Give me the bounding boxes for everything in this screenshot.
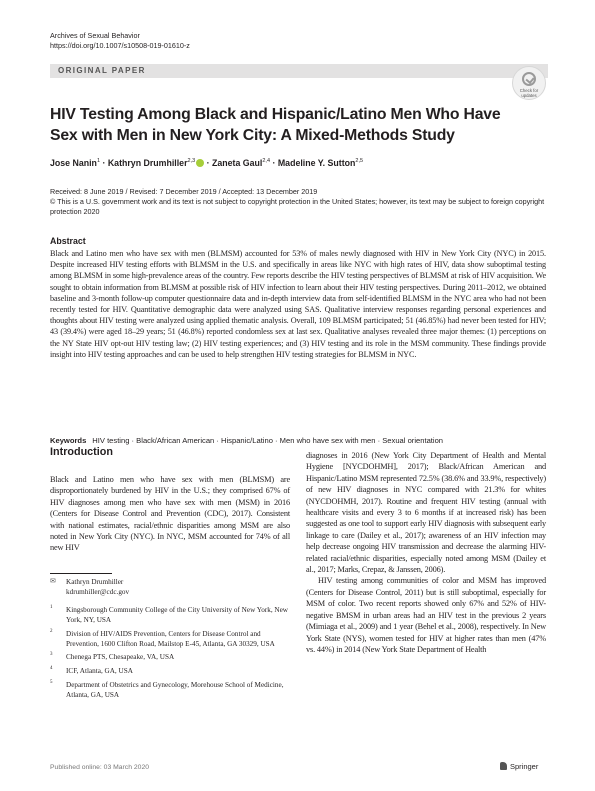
- journal-header: [50, 31, 190, 51]
- author-separator: ·: [100, 158, 108, 168]
- corresponding-email[interactable]: kdrumhiller@cdc.gov: [66, 588, 130, 596]
- article-type-label: ORIGINAL PAPER: [58, 66, 146, 75]
- check-updates-line2: updates: [521, 92, 537, 98]
- published-date: Published online: 03 March 2020: [50, 764, 149, 771]
- affiliation-text: ICF, Atlanta, GA, USA: [66, 667, 133, 676]
- author-affil-ref: 2,5: [355, 158, 364, 164]
- footnote-divider: [50, 573, 112, 574]
- abstract-text: Black and Latino men who have sex with men (BLMSM) accounted for 53% of males newly diagnosed with HIV in New York City (NYC) in 2015. Despite increased HIV testing efforts with BLMSM in the U.S. and specifically in areas like NYC with high rates of HIV, data show suboptimal testing among BLMSM in some high-prevalence areas of the country. Few reports describe the HIV testing perspectives of BLMSM at risk of HIV acquisition. We sought to obtain information from BLMSM at possible risk of HIV infection to learn about their HIV testing perspectives. During 2011–2012, we obtained baseline and 3-month follow-up computer questionnaire data and in-depth interview data from self-identified BLMSM in the NYC area who had not been recently tested for HIV. Quantitative demographic data were analyzed using SAS. Qualitative interview responses regarding personal experiences and thoughts about HIV testing were analyzed using applied thematic analysis. Overall, 109 BLMSM participated; 51 (46.85%) had never been tested for HIV; 43 (39.4%) were aged 18–29 years; 51 (46.8%) reported condomless sex at last sex. Qualitative analyses revealed three major themes: (1) perceptions on the NY State HIV opt-out HIV testing law; (2) HIV testing experiences; and (3) HIV testing and its role in the MSM community. These findings provide insight into HIV testing approaches and can be used to help strengthen HIV testing strategies for BLMSM in NYC.: [50, 249, 546, 359]
- corresponding-name: Kathryn Drumhiller: [66, 578, 124, 586]
- check-for-updates-button[interactable]: [512, 66, 546, 100]
- affiliation-number: 3: [50, 652, 53, 658]
- affiliation-item: [50, 605, 290, 625]
- journal-name: Archives of Sexual Behavior: [50, 31, 140, 40]
- publisher-name: Springer: [510, 762, 539, 771]
- affiliation-item: [50, 652, 290, 662]
- affiliation-item: [50, 629, 290, 649]
- affiliation-text: Kingsborough Community College of the City University of New York, New York, NY, USA: [66, 606, 289, 624]
- author-affil-ref: 2,3: [187, 158, 196, 164]
- keywords-label: Keywords: [50, 436, 87, 445]
- author-affil-ref: 2,4: [262, 158, 271, 164]
- affiliation-number: 5: [50, 679, 53, 685]
- affiliation-item: [50, 666, 290, 676]
- copyright-notice: © This is a U.S. government work and its text is not subject to copyright protection in the United States; however, its text may be subject to foreign copyright protection 2020: [50, 197, 545, 217]
- received-dates: Received: 8 June 2019 / Revised: 7 December 2019 / Accepted: 13 December 2019: [50, 187, 318, 196]
- affiliation-text: Division of HIV/AIDS Prevention, Centers for Disease Control and Prevention, 1600 Clifton Road, Mailstop E-45, Atlanta, GA 30329, USA: [66, 629, 275, 648]
- check-updates-line1: Check for: [519, 88, 539, 93]
- springer-horse-icon: [500, 762, 507, 770]
- check-update-icon: [522, 72, 536, 86]
- keywords: [50, 436, 550, 446]
- orcid-icon[interactable]: [196, 159, 204, 167]
- affiliation-text: Chenega PTS, Chesapeake, VA, USA: [66, 653, 175, 662]
- article-history: [50, 187, 550, 218]
- affiliation-number: 4: [50, 666, 53, 672]
- affiliation-number: 2: [50, 628, 53, 634]
- author-name[interactable]: Kathryn Drumhiller: [107, 158, 188, 168]
- doi-link[interactable]: https://doi.org/10.1007/s10508-019-01610-z: [50, 41, 190, 50]
- intro-column-2: [306, 450, 546, 655]
- author-affil-ref: 1: [96, 158, 100, 164]
- keywords-list: HIV testing · Black/African American · Hispanic/Latino · Men who have sex with men · Sexual orientation: [92, 436, 444, 445]
- affiliations: [50, 605, 290, 703]
- intro-paragraph: HIV testing among communities of color and MSM has improved (Centers for Disease Control, 2011) but is still suboptimal, especially for MSM of color. Two recent reports showed only 67% and 52% of HIV-negative BMSM in urban areas had an HIV test in the previous 2 years (Mimiaga et al., 2009) and 1 year (Behel et al., 2008), respectively. In New York State (NYS), women tested for HIV at higher rates than men (47% vs. 44%) in 2014 (New York State Department of Health: [306, 576, 546, 654]
- envelope-icon: ✉: [50, 578, 56, 585]
- affiliation-text: Department of Obstetrics and Gynecology, Morehouse School of Medicine, Atlanta, GA, USA: [66, 680, 284, 699]
- intro-column-1: Black and Latino men who have sex with men (BLMSM) are disproportionately burdened by HIV in the U.S.; they comprised 67% of HIV diagnoses among men who have sex with men (MSM) in 2016 (Centers for Disease Control and Prevention (CDC), 2017). Consistent with national estimates, racial/ethnic disparities among MSM are also noted in New York City (NYC). In NYC, MSM accounted for 74% of all new HIV: [50, 475, 290, 553]
- article-type-badge: [50, 64, 548, 78]
- abstract-heading: Abstract: [50, 236, 86, 246]
- affiliation-number: 1: [50, 605, 53, 610]
- author-list: [50, 155, 363, 169]
- intro-paragraph: diagnoses in 2016 (New York City Department of Health and Mental Hygiene [NYCDOHMH], 2017); Black/African American and Hispanic/Latino MSM represented 72.5% (38.6% and 33.9%, respectively) of new HIV diagnoses in NYC compared with 21.3% for whites (NYCDOHMH, 2017). Routine and frequent HIV testing (annual with healthcare visits and every 3 to 6 months if at increased risk) has been suggested as one tool to support early HIV diagnosis with subsequent early linkage to care (Dailey et al., 2017); awareness of an HIV infection may help decrease ongoing HIV transmission and decrease the alarming HIV-related racial/ethnic disparities, especially noted among MSM (Dailey et al., 2017; Marks, Crepaz, & Janssen, 2006).: [306, 451, 546, 575]
- corresponding-author: [66, 577, 129, 597]
- article-title: HIV Testing Among Black and Hispanic/Latino Men Who Have Sex with Men in New York City: A Mixed-Methods Study: [50, 106, 501, 144]
- author-name[interactable]: Madeline Y. Sutton: [277, 158, 356, 168]
- author-separator: ·: [204, 158, 212, 168]
- author-separator: ·: [270, 158, 278, 168]
- author-name[interactable]: Jose Nanin: [50, 158, 97, 168]
- affiliation-item: [50, 680, 290, 700]
- section-heading-introduction: Introduction: [50, 446, 113, 458]
- author-name[interactable]: Zaneta Gaul: [212, 158, 263, 168]
- publisher-logo: [500, 762, 538, 771]
